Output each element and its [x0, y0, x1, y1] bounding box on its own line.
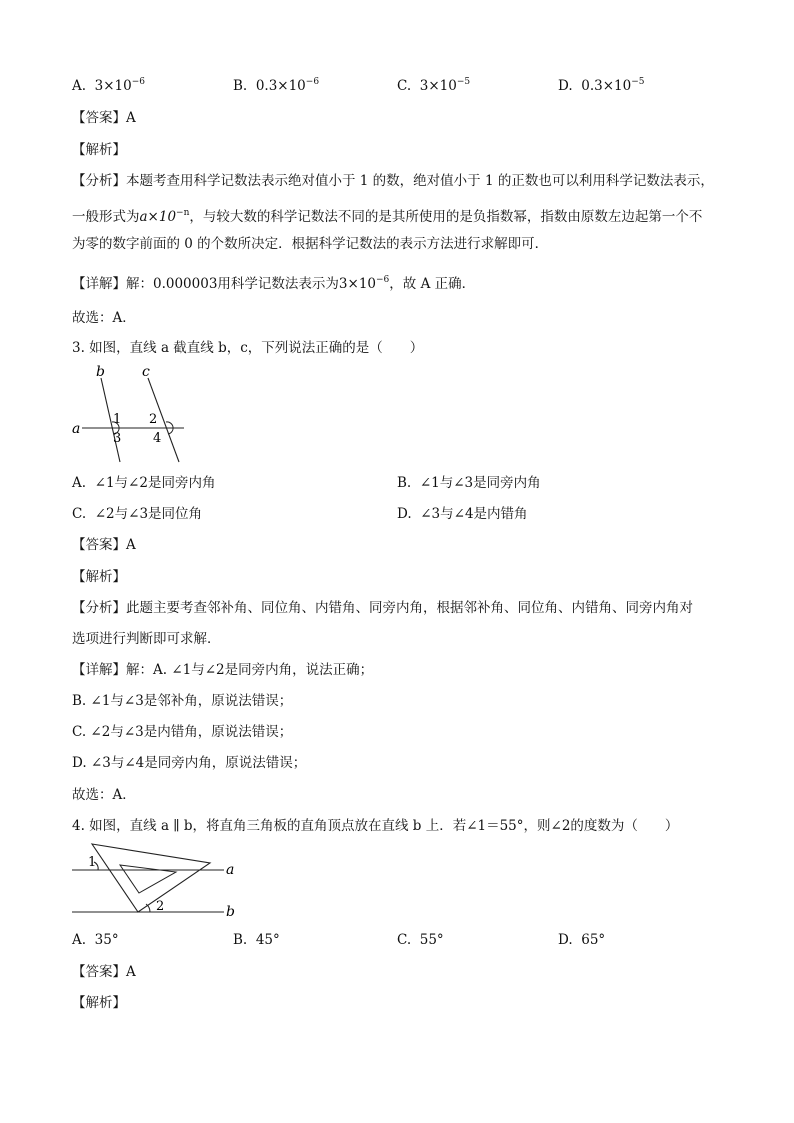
- q2-option-c: [397, 73, 470, 95]
- option-text: 55°: [419, 932, 444, 948]
- q3-figure: [68, 360, 198, 470]
- q4-stem: 4. 如图，直线 a ∥ b，将直角三角板的直角顶点放在直线 b 上．若∠1＝55°，则∠2的度数为（ ）: [72, 818, 679, 834]
- xiangjie-text: 解：0.000003用科学记数法表示为: [126, 276, 339, 292]
- q4-figure: [66, 838, 256, 924]
- label-b: b: [226, 904, 235, 920]
- sci-notation-formula: a×10: [139, 209, 177, 225]
- option-label: D.: [397, 506, 412, 522]
- label-angle-3: 3: [113, 431, 122, 446]
- label-a: a: [72, 421, 81, 437]
- option-text: 35°: [94, 932, 119, 948]
- q2-fenxi-line1: [72, 172, 714, 190]
- answer-value: A: [126, 110, 136, 126]
- q2-option-a: [72, 73, 145, 95]
- option-exponent: −6: [305, 77, 320, 87]
- q2-conclusion: 故选：A．: [72, 310, 136, 326]
- angle-2-arc: [146, 904, 150, 912]
- q2-xiangjie: [72, 271, 475, 293]
- q3-option-a: [72, 474, 215, 492]
- triangle-ruler-inner: [120, 865, 176, 893]
- q4-analysis-header: 【解析】: [72, 995, 126, 1011]
- answer-tag: 【答案】: [72, 537, 126, 553]
- option-text: ∠1与∠3是同旁内角: [419, 475, 541, 491]
- formula-exponent: −6: [376, 275, 390, 285]
- option-text: ∠2与∠3是同位角: [94, 506, 203, 522]
- fenxi-text: ，与较大数的科学记数法不同的是其所使用的是负指数幂，指数由原数左边起第一个不: [189, 209, 703, 225]
- label-angle-4: 4: [153, 431, 162, 446]
- q2-analysis-header: 【解析】: [72, 142, 126, 158]
- q3-fenxi-line2: 选项进行判断即可求解．: [72, 631, 221, 647]
- label-angle-1: 1: [113, 412, 122, 427]
- xiangjie-text: ，故 A 正确．: [389, 276, 476, 292]
- q2-fenxi-line3: 为零的数字前面的 0 的个数所决定．根据科学记数法的表示方法进行求解即可．: [72, 236, 549, 252]
- option-label: D.: [558, 932, 573, 948]
- option-label: C.: [397, 78, 412, 94]
- q2-answer: [72, 109, 136, 127]
- option-base: 0.3×10: [581, 78, 632, 94]
- label-angle-1: 1: [88, 855, 97, 870]
- label-angle-2: 2: [149, 412, 158, 427]
- label-c: c: [142, 364, 150, 380]
- q4-option-c: [397, 931, 444, 949]
- answer-tag: 【答案】: [72, 110, 126, 126]
- q2-option-d: [558, 73, 644, 95]
- label-a: a: [226, 862, 235, 878]
- xiangjie-text: 解：A. ∠1与∠2是同旁内角，说法正确；: [126, 662, 374, 678]
- xiangjie-tag: 【详解】: [72, 276, 126, 292]
- option-text: 45°: [255, 932, 280, 948]
- q2-fenxi-line2: [72, 204, 702, 226]
- q4-option-d: [558, 931, 605, 949]
- q3-option-b: [397, 474, 541, 492]
- option-label: A.: [72, 932, 87, 948]
- option-base: 3×10: [94, 78, 132, 94]
- option-base: 3×10: [419, 78, 457, 94]
- option-label: B.: [233, 78, 248, 94]
- fenxi-text: 本题考查用科学记数法表示绝对值小于 1 的数，绝对值小于 1 的正数也可以利用科学记数法表示，: [126, 173, 714, 189]
- answer-tag: 【答案】: [72, 964, 126, 980]
- option-label: D.: [558, 78, 573, 94]
- option-exponent: −5: [631, 77, 645, 87]
- q3-line-c: C. ∠2与∠3是内错角，原说法错误；: [72, 724, 293, 740]
- option-exponent: −5: [456, 77, 471, 87]
- q3-line-b: B. ∠1与∠3是邻补角，原说法错误；: [72, 693, 293, 709]
- option-label: B.: [397, 475, 412, 491]
- fenxi-text: 一般形式为: [72, 209, 140, 225]
- fenxi-tag: 【分析】: [72, 600, 126, 616]
- q4-option-b: [233, 931, 280, 949]
- option-label: B.: [233, 932, 248, 948]
- option-text: ∠1与∠2是同旁内角: [94, 475, 216, 491]
- q3-option-c: [72, 505, 202, 523]
- answer-value: A: [126, 537, 136, 553]
- q3-answer: [72, 536, 136, 554]
- label-b: b: [96, 364, 105, 380]
- triangle-ruler: [92, 844, 210, 912]
- answer-value: A: [126, 964, 136, 980]
- label-angle-2: 2: [156, 899, 165, 914]
- option-label: A.: [72, 475, 87, 491]
- fenxi-tag: 【分析】: [72, 173, 126, 189]
- q4-answer: [72, 963, 136, 981]
- option-label: C.: [72, 506, 87, 522]
- q3-fenxi-line1: [72, 599, 693, 617]
- xiangjie-tag: 【详解】: [72, 662, 126, 678]
- q2-option-b: [233, 73, 319, 95]
- q3-option-d: [397, 505, 528, 523]
- q3-analysis-header: 【解析】: [72, 569, 126, 585]
- option-exponent: −6: [131, 77, 146, 87]
- q3-line-d: D. ∠3与∠4是同旁内角，原说法错误；: [72, 755, 307, 771]
- xiangjie-formula: 3×10: [338, 276, 377, 292]
- option-label: A.: [72, 78, 87, 94]
- option-text: ∠3与∠4是内错角: [420, 506, 528, 522]
- q4-option-a: [72, 931, 119, 949]
- formula-exponent: −n: [176, 208, 190, 218]
- q3-xiangjie: [72, 661, 373, 679]
- fenxi-text: 此题主要考查邻补角、同位角、内错角、同旁内角，根据邻补角、同位角、内错角、同旁内角对: [126, 600, 693, 616]
- option-base: 0.3×10: [255, 78, 306, 94]
- option-label: C.: [397, 932, 412, 948]
- q3-stem: 3. 如图，直线 a 截直线 b，c，下列说法正确的是（ ）: [72, 340, 424, 356]
- q3-conclusion: 故选：A．: [72, 787, 136, 803]
- option-text: 65°: [581, 932, 606, 948]
